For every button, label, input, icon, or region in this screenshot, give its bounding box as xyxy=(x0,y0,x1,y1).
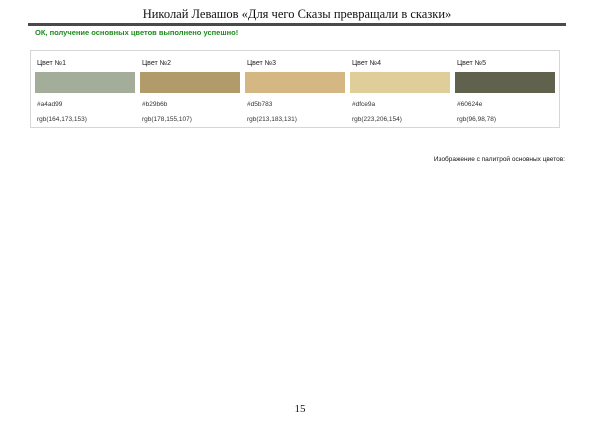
color-swatch-box xyxy=(35,72,135,93)
color-swatch-hex: #dfce9a xyxy=(352,101,376,108)
color-swatch-label: Цвет №2 xyxy=(142,60,172,67)
color-swatch-box xyxy=(350,72,450,93)
palette-image-caption: Изображение с палитрой основных цветов: xyxy=(433,156,565,163)
color-swatch-rgb: rgb(223,206,154) xyxy=(352,116,402,123)
color-swatch-4 xyxy=(350,51,450,127)
color-palette-panel xyxy=(30,50,560,128)
color-swatch-hex: #a4ad99 xyxy=(37,101,63,108)
color-swatch-box xyxy=(245,72,345,93)
color-swatch-rgb: rgb(178,155,107) xyxy=(142,116,192,123)
color-swatch-label: Цвет №3 xyxy=(247,60,277,67)
color-swatch-hex: #60624e xyxy=(457,101,483,108)
color-swatch-rgb: rgb(164,173,153) xyxy=(37,116,87,123)
color-swatch-label: Цвет №5 xyxy=(457,60,487,67)
color-swatch-label: Цвет №4 xyxy=(352,60,382,67)
color-swatch-rgb: rgb(213,183,131) xyxy=(247,116,297,123)
success-status-message: ОК, получение основных цветов выполнено успешно! xyxy=(35,28,239,37)
color-swatch-3 xyxy=(245,51,345,127)
color-swatch-hex: #b29b6b xyxy=(142,101,168,108)
color-swatch-1 xyxy=(35,51,135,127)
color-swatch-5 xyxy=(455,51,555,127)
color-swatch-box xyxy=(455,72,555,93)
color-swatch-rgb: rgb(96,98,78) xyxy=(457,116,497,123)
color-swatch-label: Цвет №1 xyxy=(37,60,67,67)
color-swatch-hex: #d5b783 xyxy=(247,101,273,108)
page-number: 15 xyxy=(294,403,306,415)
header-divider xyxy=(28,23,566,26)
color-swatch-box xyxy=(140,72,240,93)
page-header-title: Николай Левашов «Для чего Сказы превращали в сказки» xyxy=(142,7,452,21)
color-swatch-2 xyxy=(140,51,240,127)
